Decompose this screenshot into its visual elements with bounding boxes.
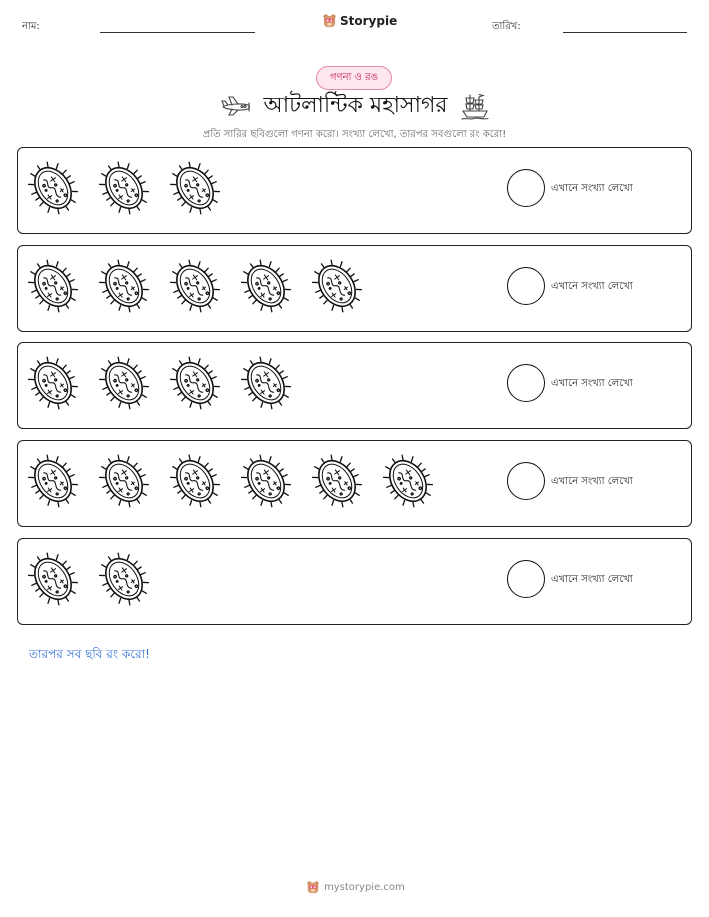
ship-icon [460,92,490,120]
microbe-icon [99,453,149,509]
counting-row-4 [17,440,692,527]
date-line[interactable] [563,32,687,33]
microbe-icon [312,258,362,314]
microbe-icon [99,160,149,216]
answer-label: এখানে সংখ্যা লেখো [551,378,633,389]
microbe-icon [312,453,362,509]
storypie-logo-icon [306,880,320,894]
title-row [0,90,709,122]
answer-label: এখানে সংখ্যা লেখো [551,281,633,292]
microbe-icon [28,258,78,314]
microbe-icon [170,258,220,314]
site-url: mystorypie.com [324,881,405,893]
category-badge: গণনা ও রঙ [316,66,392,90]
counting-row-2 [17,245,692,332]
answer-circle[interactable] [507,560,545,598]
microbe-icon [241,258,291,314]
name-label: নাম: [22,21,40,32]
answer-circle[interactable] [507,267,545,305]
microbe-icon [99,355,149,411]
storypie-logo-icon [322,13,337,28]
date-label: তারিখ: [492,21,521,32]
brand-logo [322,13,397,28]
site-footer[interactable] [306,880,405,894]
instruction-text: প্রতি সারির ছবিগুলো গণনা করো। সংখ্যা লেখো, তারপর সবগুলো রং করো! [202,129,507,140]
airplane-icon [220,94,252,118]
answer-label: এখানে সংখ্যা লেখো [551,183,633,194]
microbe-icon [170,160,220,216]
answer-circle[interactable] [507,364,545,402]
microbe-icon [28,355,78,411]
counting-row-3 [17,342,692,429]
microbe-icon [241,355,291,411]
microbe-icon [241,453,291,509]
counting-row-5 [17,538,692,625]
microbe-icon [28,453,78,509]
microbe-icon [170,453,220,509]
microbe-icon [99,551,149,607]
answer-circle[interactable] [507,462,545,500]
microbe-icon [99,258,149,314]
microbe-icon [28,160,78,216]
answer-label: এখানে সংখ্যা লেখো [551,574,633,585]
color-instruction: তারপর সব ছবি রং করো! [29,647,150,661]
microbe-icon [170,355,220,411]
microbe-icon [28,551,78,607]
microbe-icon [383,453,433,509]
answer-label: এখানে সংখ্যা লেখো [551,476,633,487]
name-line[interactable] [100,32,255,33]
page-title: আটলান্টিক মহাসাগর [263,92,448,118]
answer-circle[interactable] [507,169,545,207]
brand-name: Storypie [340,13,398,28]
counting-row-1 [17,147,692,234]
